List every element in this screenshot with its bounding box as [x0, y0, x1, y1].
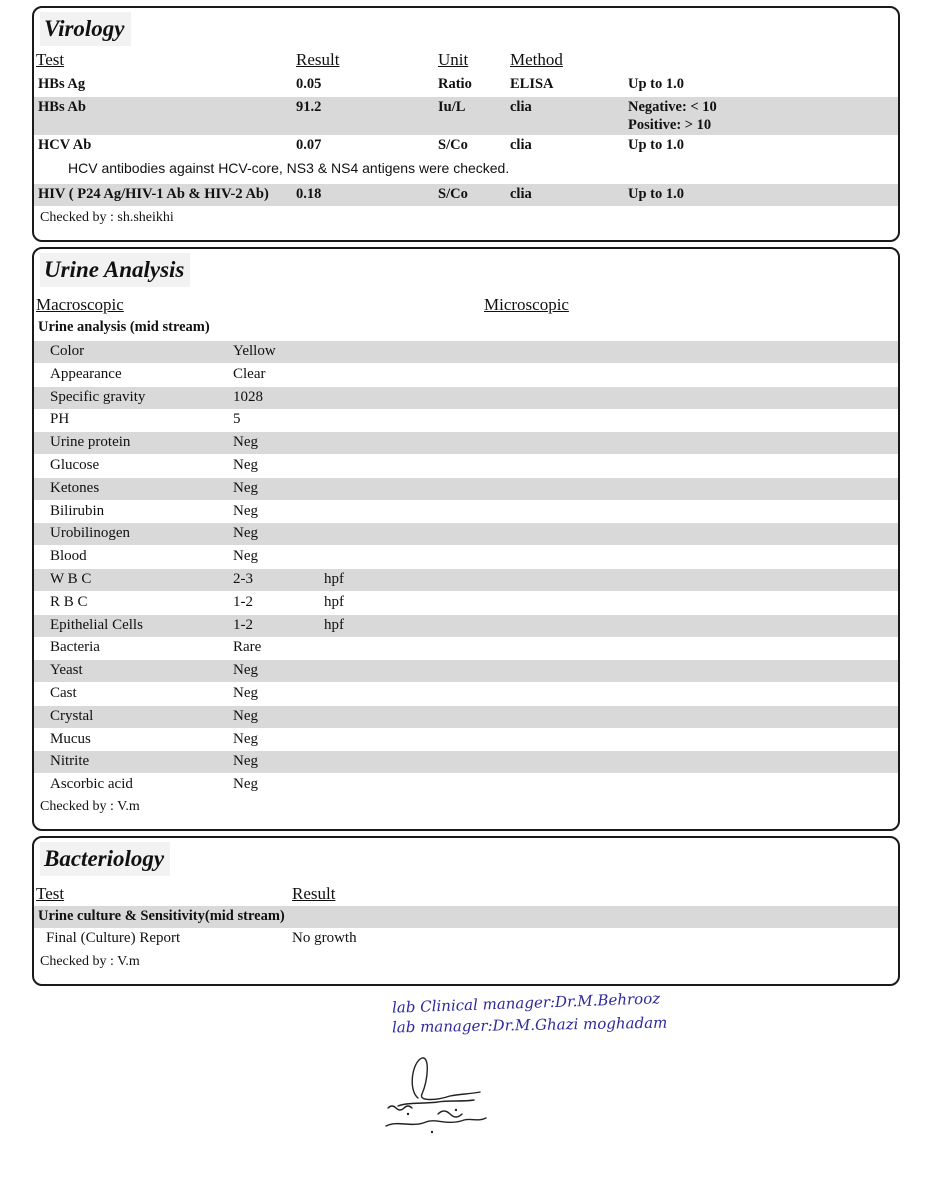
test-name: HBs Ab — [38, 99, 86, 115]
urine-row — [34, 660, 898, 682]
test-result: 0.05 — [296, 76, 322, 92]
bacteriology-section — [32, 836, 900, 986]
urine-test-value: 2-3 — [233, 571, 253, 587]
microscopic-header: Microscopic — [484, 295, 569, 314]
test-result: 0.07 — [296, 137, 322, 153]
reference-range-positive: Positive: > 10 — [628, 117, 712, 133]
urine-test-value: Neg — [233, 776, 258, 793]
table-row — [34, 74, 898, 96]
bacteriology-title: Bacteriology — [40, 842, 170, 876]
test-method: clia — [510, 99, 532, 115]
urine-test-name: Nitrite — [50, 753, 90, 770]
table-row — [34, 135, 898, 157]
urine-row — [34, 387, 898, 409]
urine-row — [34, 615, 898, 637]
culture-subheader-row — [34, 906, 898, 928]
urine-test-name: Bilirubin — [50, 502, 105, 519]
urine-subheader: Urine analysis (mid stream) — [38, 319, 210, 335]
urine-row — [34, 546, 898, 568]
checked-by: Checked by : V.m — [40, 799, 140, 814]
test-name: HIV ( P24 Ag/HIV-1 Ab & HIV-2 Ab) — [38, 186, 269, 202]
unit-column-header: Unit — [438, 50, 469, 69]
urine-row — [34, 592, 898, 614]
urine-test-name: Color — [50, 343, 85, 359]
urine-test-value: Neg — [233, 548, 258, 565]
urine-test-name: PH — [50, 411, 70, 428]
urine-row — [34, 683, 898, 705]
urine-row — [34, 432, 898, 454]
urine-test-name: Specific gravity — [50, 388, 146, 405]
urine-test-name: W B C — [50, 571, 92, 587]
urine-row — [34, 341, 898, 363]
method-column-header: Method — [510, 50, 563, 69]
virology-title: Virology — [40, 12, 131, 46]
urine-test-value: 1028 — [233, 388, 263, 405]
table-row — [34, 184, 898, 206]
checked-by: Checked by : V.m — [40, 954, 140, 969]
test-unit: S/Co — [438, 137, 468, 153]
urine-row — [34, 706, 898, 728]
urine-test-value: Neg — [233, 457, 258, 473]
urine-test-name: Epithelial Cells — [50, 616, 143, 633]
urine-test-value: Neg — [233, 525, 258, 542]
test-unit: Ratio — [438, 76, 472, 92]
test-unit: Iu/L — [438, 99, 466, 115]
urine-test-value: 1-2 — [233, 593, 253, 610]
urine-test-value: Yellow — [233, 343, 276, 359]
urine-test-value: Neg — [233, 502, 258, 519]
urine-test-name: Appearance — [50, 365, 122, 382]
urine-row — [34, 637, 898, 659]
urine-test-name: Crystal — [50, 707, 94, 724]
test-column-header: Test — [36, 50, 65, 69]
culture-report-label: Final (Culture) Report — [46, 930, 181, 946]
reference-range: Up to 1.0 — [628, 76, 684, 92]
clinical-manager-signature: lab Clinical manager:Dr.M.Behrooz — [391, 989, 661, 1017]
urine-test-unit: hpf — [324, 593, 344, 610]
urine-analysis-title: Urine Analysis — [40, 253, 190, 287]
culture-report-value: No growth — [292, 930, 357, 946]
reference-range: Up to 1.0 — [628, 137, 684, 153]
urine-test-value: Neg — [233, 479, 258, 496]
urine-test-value: Neg — [233, 753, 258, 770]
test-unit: S/Co — [438, 186, 468, 202]
result-column-header: Result — [292, 884, 336, 903]
urine-row — [34, 729, 898, 751]
urine-test-unit: hpf — [324, 616, 344, 633]
handwritten-signature-stamp — [378, 1050, 498, 1140]
urine-test-value: Rare — [233, 639, 262, 656]
urine-test-name: Glucose — [50, 457, 100, 473]
urine-test-name: Ketones — [50, 479, 100, 496]
urine-test-value: Neg — [233, 434, 258, 451]
urine-test-value: Neg — [233, 730, 258, 747]
reference-range-negative: Negative: < 10 — [628, 99, 717, 115]
test-name: HBs Ag — [38, 76, 86, 92]
urine-test-value: Clear — [233, 365, 266, 382]
virology-section — [32, 6, 900, 242]
urine-row — [34, 478, 898, 500]
test-result: 0.18 — [296, 186, 322, 202]
test-method: clia — [510, 186, 532, 202]
urine-row — [34, 501, 898, 523]
checked-by: Checked by : sh.sheikhi — [40, 210, 174, 225]
lab-manager-signature: lab manager:Dr.M.Ghazi moghadam — [391, 1013, 668, 1037]
urine-row — [34, 409, 898, 431]
test-result: 91.2 — [296, 99, 322, 115]
urine-test-value: 5 — [233, 411, 241, 428]
hcv-note: HCV antibodies against HCV-core, NS3 & NS4 antigens were checked. — [68, 160, 510, 176]
table-row — [34, 97, 898, 135]
urine-test-name: Ascorbic acid — [50, 776, 133, 793]
test-method: clia — [510, 137, 532, 153]
urine-test-name: Blood — [50, 548, 87, 565]
test-method: ELISA — [510, 76, 554, 92]
reference-range: Up to 1.0 — [628, 186, 684, 202]
urine-test-name: Bacteria — [50, 639, 100, 656]
urine-row — [34, 774, 898, 796]
urine-analysis-section — [32, 247, 900, 831]
urine-test-name: Mucus — [50, 730, 91, 747]
urine-test-name: Urine protein — [50, 434, 131, 451]
urine-test-name: Cast — [50, 685, 77, 701]
urine-test-name: Urobilinogen — [50, 525, 130, 542]
urine-test-unit: hpf — [324, 571, 344, 587]
culture-subheader: Urine culture & Sensitivity(mid stream) — [38, 908, 285, 924]
urine-test-value: 1-2 — [233, 616, 253, 633]
urine-test-name: Yeast — [50, 662, 83, 679]
urine-test-value: Neg — [233, 662, 258, 679]
result-column-header: Result — [296, 50, 340, 69]
urine-row — [34, 523, 898, 545]
urine-test-value: Neg — [233, 707, 258, 724]
urine-test-value: Neg — [233, 685, 258, 701]
test-column-header: Test — [36, 884, 65, 903]
urine-row — [34, 751, 898, 773]
macroscopic-header: Macroscopic — [36, 295, 124, 314]
urine-row — [34, 455, 898, 477]
test-name: HCV Ab — [38, 137, 92, 153]
urine-row — [34, 364, 898, 386]
urine-test-name: R B C — [50, 593, 88, 610]
urine-row — [34, 569, 898, 591]
